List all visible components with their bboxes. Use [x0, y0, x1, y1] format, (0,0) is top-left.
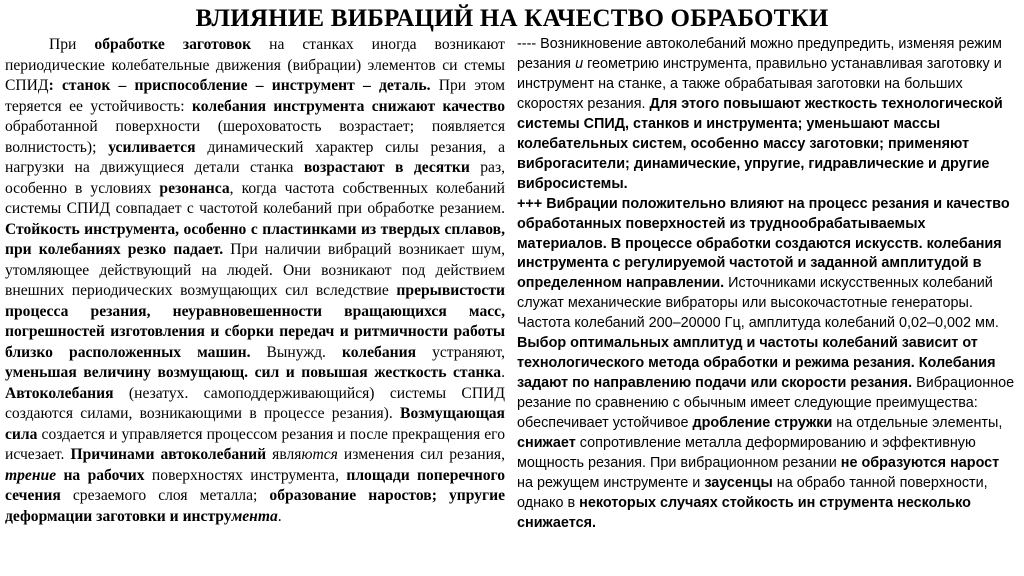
text-run: При этом теряется ее устойчивость:: [5, 77, 505, 115]
bold-run: площади поперечного сечения: [5, 466, 505, 504]
right-paragraph-2: [517, 195, 1019, 534]
bold-run: +++ Вибрации положительно влияют на процесс резания и качество обработанных поверхностей из труднообрабатываемых материалов. В процессе обработки создаются искусств. колебания инструмента с регулируемой частотой и заданной амплитудой в определенном направлении.: [517, 195, 1010, 292]
text-run: на режущем инструменте и: [517, 474, 705, 491]
bold-run: Для этого повышают жесткость технологической системы СПИД, станков и инструмента; уменьшают массы колебательных систем, особенно массу заготовки; применяют виброгасители; динамические, упругие, гидравлические и другие вибросистемы.: [517, 95, 1003, 192]
left-column-text: [5, 35, 505, 574]
bold-italic-run: мента: [231, 507, 278, 525]
text-run: на станках иногда возникают периодические колебательные движения (вибрации) элементов си стемы СПИД: [5, 36, 505, 94]
bold-run: возрастают в десятки: [303, 159, 470, 176]
text-run: При: [49, 36, 95, 53]
italic-run: и: [575, 55, 584, 72]
text-run: .: [277, 507, 282, 525]
text-run: изменения сил резания,: [337, 446, 505, 463]
bold-run: дробление стружки: [692, 415, 833, 432]
bold-run: : станок – приспособление – инструмент – деталь.: [48, 77, 431, 94]
bold-run: снижает: [517, 435, 576, 452]
bold-run: обработке заготовок: [94, 36, 252, 53]
text-run: геометрию инструмента, правильно устанавливая заготовку и инструмент на станке, а также обрабатывая заготовки на больших скоростях резания.: [517, 55, 1002, 112]
bold-run: резонанса: [159, 179, 230, 197]
right-column-text: [517, 35, 1019, 574]
text-run: динамический характер силы резания, а нагрузки на движущиеся детали станка: [5, 138, 505, 176]
text-run: явля: [266, 446, 302, 463]
bold-run: прерывистости процесса резания, неуравновешенности вращающихся масс, погрешностей изготовления и сборки передач и ритмичности работы близко расположенных машин.: [5, 282, 505, 361]
right-paragraph-1: [517, 35, 1019, 195]
text-run: При наличии вибраций возникает шум, утомляющее действующий на людей. Они возникают под действием внешних периодических возмущающих сил вследствие: [5, 241, 505, 299]
bold-run: усиливается: [108, 138, 196, 156]
text-run: поверхностях инструмента,: [144, 466, 347, 484]
bold-run: Выбор оптимальных амплитуд и частоты колебаний зависит от технологического метода обработки и режима резания. Колебания задают по направлению подачи или скорости резания.: [517, 335, 996, 392]
bold-run: образование наростов; упругие деформации заготовки и инстру: [5, 487, 505, 525]
bold-run: Возмущающая сила: [5, 405, 505, 443]
bold-run: Стойкость инструмента, особенно с пластинками из твердых сплавов, при колебаниях резко падает.: [5, 220, 505, 258]
bold-run: заусенцы: [704, 474, 773, 491]
text-run: Вибрационное резание по сравнению с обычным имеет следующие преимущества: обеспечивает устойчивое: [517, 375, 1015, 432]
bold-run: Причинами автоколебаний: [70, 446, 267, 463]
bold-run: Автоколебания: [5, 384, 114, 402]
bold-run: не образуются нарост: [840, 455, 1000, 472]
text-run: ---- Возникновение автоколебаний можно предупредить, изменяя режим резания: [517, 36, 1002, 72]
text-run: на обрабо танной поверхности, однако в: [517, 474, 988, 511]
left-paragraph: [5, 35, 505, 527]
text-run: , когда частота собственных колебаний системы СПИД совпадает с частотой колебаний при обработке резанием.: [5, 179, 505, 217]
text-run: (незатух. самоподдерживающийся) системы СПИД создаются силами, возникающими в процессе резания).: [5, 384, 505, 422]
text-run: срезаемого слоя металла;: [60, 487, 270, 504]
text-run: устраняют,: [416, 343, 505, 361]
bold-run: уменьшая величину возмущающ. сил и повышая жесткость станка: [5, 364, 502, 381]
italic-run: ются: [301, 446, 338, 463]
bold-italic-run: трение: [5, 466, 57, 484]
text-run: на отдельные элементы,: [832, 415, 1003, 432]
text-run: Вынужд.: [250, 343, 342, 361]
text-run: раз, особенно в условиях: [5, 159, 505, 197]
text-run: обработанной поверхности (шероховатость возрастает; появляется волнистость);: [5, 118, 505, 156]
text-run: создается и управляется процессом резания и после прекращения его исчезает.: [5, 425, 505, 463]
bold-run: на рабочих: [56, 466, 145, 484]
text-run: сопротивление металла деформированию и эффективную мощность резания. При вибрационном резании: [517, 435, 976, 472]
text-run: .: [501, 364, 505, 381]
bold-run: колебания: [341, 343, 417, 361]
text-run: Источниками искусственных колебаний служат механические вибраторы или высокочастотные генераторы. Частота колебаний 200–20000 Гц, амплитуда колебаний 0,02–0,002 мм.: [517, 275, 999, 332]
bold-run: колебания инструмента снижают качество: [191, 97, 505, 115]
slide-title: ВЛИЯНИЕ ВИБРАЦИЙ НА КАЧЕСТВО ОБРАБОТКИ: [195, 5, 829, 32]
bold-run: некоторых случаях стойкость ин струмента несколько снижается.: [517, 494, 971, 531]
